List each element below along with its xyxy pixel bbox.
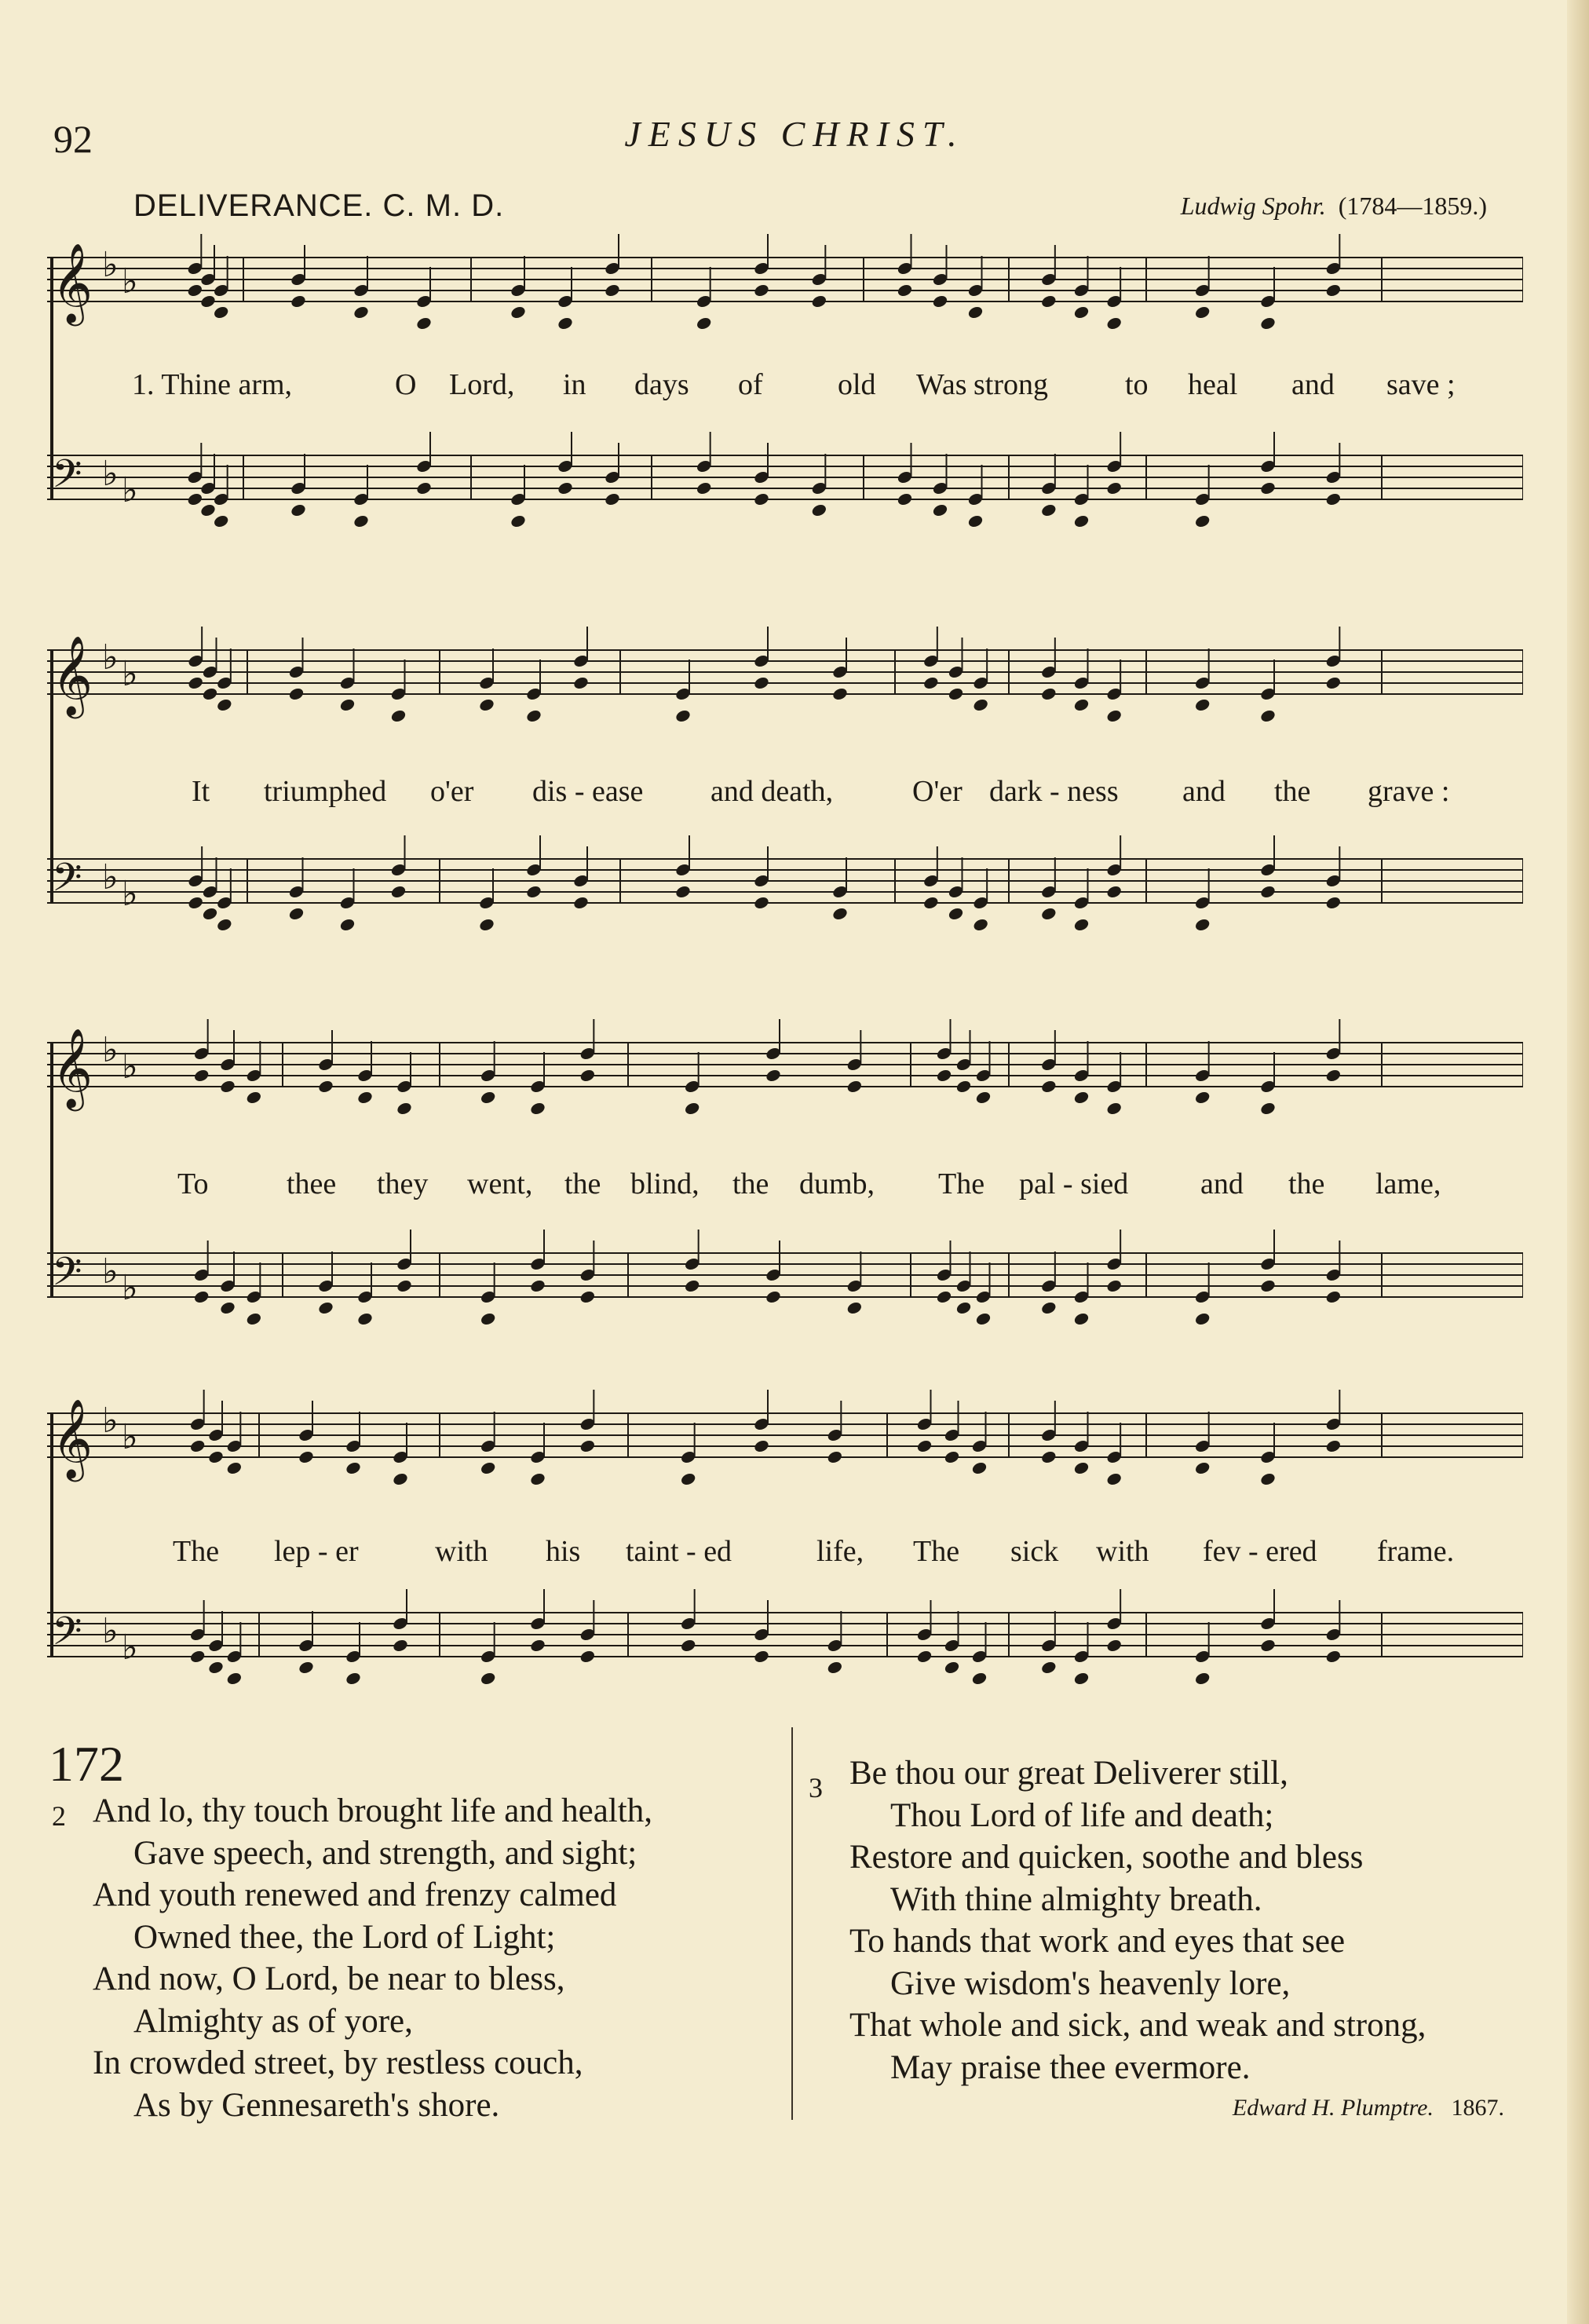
note-head <box>189 1649 206 1664</box>
note-head <box>1040 294 1058 309</box>
verse-2 <box>93 1790 652 2126</box>
note-head <box>753 895 770 910</box>
hymn-author <box>1233 2095 1504 2121</box>
composer-name: Ludwig Spohr. <box>1180 192 1326 220</box>
note-head <box>480 1311 497 1326</box>
note-head <box>415 481 433 495</box>
note-head <box>345 1460 362 1475</box>
flat-sign: ♭ <box>122 1417 138 1457</box>
running-head: JESUS CHRIST. <box>624 114 965 154</box>
note-head <box>298 1660 315 1675</box>
note-head <box>922 675 940 690</box>
note-head <box>826 1660 843 1675</box>
note-head <box>1324 1649 1342 1664</box>
note-head <box>353 513 370 528</box>
lyric-syllable: dis - ease <box>532 775 644 808</box>
note-head <box>216 917 233 932</box>
note-head <box>1259 316 1277 331</box>
treble-clef: 𝄞 <box>52 634 93 715</box>
verse-line: Thou Lord of life and death; <box>890 1796 1274 1834</box>
flat-sign: ♭ <box>102 1030 119 1070</box>
note-head <box>1073 697 1090 712</box>
note-head <box>753 1438 770 1453</box>
note-head <box>753 1649 770 1664</box>
lyric-syllable: The <box>938 1167 985 1200</box>
verse-line: To hands that work and eyes that see <box>849 1923 1346 1960</box>
note-head <box>831 686 849 701</box>
lyric-syllable: the <box>732 1167 769 1200</box>
lyric-syllable: days <box>634 368 689 401</box>
note-head <box>207 1660 225 1675</box>
lyric-syllable: the <box>1288 1167 1325 1200</box>
note-head <box>390 708 407 723</box>
page-number: 92 <box>53 117 93 161</box>
note-head <box>948 906 965 921</box>
lyric-syllable: with <box>435 1535 488 1568</box>
note-head <box>1105 884 1123 899</box>
note-head <box>1105 1101 1123 1116</box>
lyric-syllable: in <box>563 368 586 401</box>
note-head <box>604 491 621 506</box>
note-head <box>916 1438 933 1453</box>
verse-line: Restore and quicken, soothe and bless <box>849 1839 1364 1876</box>
author-name: Edward H. Plumptre. <box>1232 2095 1434 2121</box>
lyric-syllable: to <box>1125 368 1149 401</box>
note-head <box>936 1068 953 1083</box>
note-head <box>1073 1671 1090 1686</box>
note-head <box>339 697 356 712</box>
note-head <box>1324 895 1342 910</box>
lyric-syllable: lame, <box>1375 1167 1441 1200</box>
verse-line: Gave speech, and strength, and sight; <box>133 1834 637 1872</box>
note-head <box>1324 491 1342 506</box>
note-head <box>955 1300 973 1315</box>
lyric-syllable: and <box>1200 1167 1244 1200</box>
note-head <box>525 708 542 723</box>
note-head <box>922 895 940 910</box>
lyric-syllable: taint - ed <box>626 1535 732 1568</box>
music-system-3 <box>47 1018 1523 1363</box>
note-head <box>753 491 770 506</box>
note-head <box>579 1289 596 1304</box>
note-head <box>557 316 574 331</box>
flat-sign: ♭ <box>102 1611 119 1651</box>
note-head <box>916 1649 933 1664</box>
note-head <box>339 917 356 932</box>
note-head <box>219 1300 236 1315</box>
note-head <box>480 1460 497 1475</box>
note-head <box>1073 513 1090 528</box>
lyric-syllable: Lord, <box>449 368 515 401</box>
note-head <box>579 1438 596 1453</box>
note-head <box>557 481 574 495</box>
note-head <box>1259 884 1277 899</box>
author-year: 1867. <box>1451 2095 1504 2121</box>
note-head <box>972 697 989 712</box>
note-head <box>1194 1671 1211 1686</box>
lyric-syllable: old <box>838 368 876 401</box>
note-head <box>1194 917 1211 932</box>
note-head <box>288 686 305 701</box>
note-head <box>353 305 370 320</box>
verse-line: As by Gennesareth's shore. <box>133 2086 500 2124</box>
verse-line: In crowded street, by restless couch, <box>93 2044 583 2081</box>
verse-line: That whole and sick, and weak and strong, <box>849 2007 1426 2044</box>
note-head <box>288 906 305 921</box>
flat-sign: ♭ <box>102 638 119 678</box>
lyric-syllable: went, <box>467 1167 533 1200</box>
column-divider <box>791 1727 793 2120</box>
note-head <box>810 502 827 517</box>
note-head <box>1040 906 1058 921</box>
treble-clef: 𝄞 <box>52 1027 93 1108</box>
note-head <box>971 1671 988 1686</box>
bass-clef: 𝄢 <box>52 451 82 506</box>
note-head <box>1040 1449 1058 1464</box>
lyric-syllable: and death, <box>710 775 834 808</box>
lyric-syllable: save ; <box>1386 368 1456 401</box>
note-head <box>213 513 230 528</box>
lyric-syllable: they <box>377 1167 429 1200</box>
lyric-syllable: dark - ness <box>989 775 1119 808</box>
verse-line: With thine almighty breath. <box>890 1880 1262 1918</box>
note-head <box>1194 697 1211 712</box>
note-head <box>975 1090 992 1105</box>
note-head <box>1259 1638 1277 1653</box>
verse-number: 2 <box>52 1800 66 1832</box>
note-head <box>392 1638 409 1653</box>
lyric-syllable: triumphed <box>264 775 387 808</box>
note-head <box>390 884 407 899</box>
note-head <box>213 305 230 320</box>
note-head <box>480 1090 497 1105</box>
note-head <box>1324 675 1342 690</box>
note-head <box>967 513 984 528</box>
note-head <box>680 1471 697 1486</box>
note-head <box>1324 1068 1342 1083</box>
note-head <box>1194 305 1211 320</box>
flat-sign: ♭ <box>122 654 138 694</box>
lyric-line-2 <box>47 774 1523 813</box>
note-head <box>579 1649 596 1664</box>
lyric-syllable: blind, <box>630 1167 700 1200</box>
note-head <box>932 294 949 309</box>
hymn-number: 172 <box>49 1736 124 1792</box>
note-head <box>674 708 692 723</box>
note-head <box>972 917 989 932</box>
tune-heading <box>0 188 1589 236</box>
note-head <box>1073 917 1090 932</box>
note-head <box>572 895 590 910</box>
treble-clef: 𝄞 <box>52 1398 93 1478</box>
flat-sign: ♭ <box>122 874 138 914</box>
note-head <box>1194 1090 1211 1105</box>
lyric-syllable: heal <box>1188 368 1238 401</box>
note-head <box>415 316 433 331</box>
note-head <box>193 1068 210 1083</box>
note-head <box>932 502 949 517</box>
note-head <box>529 1101 546 1116</box>
note-head <box>948 686 965 701</box>
note-head <box>245 1311 262 1326</box>
flat-sign: ♭ <box>102 857 119 897</box>
note-head <box>1105 481 1123 495</box>
note-head <box>199 502 217 517</box>
verse-line: And now, O Lord, be near to bless, <box>93 1960 565 1997</box>
lyric-syllable: frame. <box>1377 1535 1455 1568</box>
note-head <box>187 895 204 910</box>
lyric-syllable: Was <box>916 368 967 401</box>
note-head <box>955 1079 973 1094</box>
lyric-syllable: strong <box>973 368 1048 401</box>
note-head <box>1259 1471 1277 1486</box>
note-head <box>529 1471 546 1486</box>
verse-number: 3 <box>809 1772 823 1803</box>
note-head <box>298 1449 315 1464</box>
note-head <box>1105 316 1123 331</box>
note-head <box>1040 502 1058 517</box>
note-head <box>1194 513 1211 528</box>
note-head <box>1105 1278 1123 1293</box>
note-head <box>193 1289 210 1304</box>
note-head <box>846 1300 863 1315</box>
note-head <box>219 1079 236 1094</box>
note-head <box>944 1449 961 1464</box>
lyric-syllable: with <box>1096 1535 1149 1568</box>
note-head <box>187 675 204 690</box>
lyric-syllable: O'er <box>912 775 963 808</box>
lyric-syllable: life, <box>816 1535 864 1568</box>
note-head <box>1073 1090 1090 1105</box>
note-head <box>478 917 495 932</box>
note-head <box>510 513 527 528</box>
bass-clef: 𝄢 <box>52 1609 82 1664</box>
verse-line: Give wisdom's heavenly lore, <box>890 1964 1291 2002</box>
note-head <box>765 1289 782 1304</box>
note-head <box>1040 686 1058 701</box>
note-head <box>810 294 827 309</box>
note-head <box>753 283 770 298</box>
note-head <box>1073 1311 1090 1326</box>
note-head <box>944 1660 961 1675</box>
flat-sign: ♭ <box>122 470 138 510</box>
flat-sign: ♭ <box>122 1628 138 1668</box>
note-head <box>1040 1079 1058 1094</box>
composer <box>1181 192 1487 221</box>
verse-line: Almighty as of yore, <box>133 2002 413 2040</box>
verse-line: And youth renewed and frenzy calmed <box>93 1876 617 1913</box>
note-head <box>290 294 307 309</box>
lyric-syllable: sick <box>1010 1535 1059 1568</box>
lyric-syllable: and <box>1291 368 1335 401</box>
note-head <box>317 1079 334 1094</box>
note-head <box>1324 1289 1342 1304</box>
note-head <box>826 1449 843 1464</box>
bass-clef: 𝄢 <box>52 1249 82 1304</box>
lyric-syllable: the <box>1274 775 1311 808</box>
verse-line: Be thou our great Deliverer still, <box>849 1755 1288 1792</box>
note-head <box>1040 1300 1058 1315</box>
note-head <box>245 1090 262 1105</box>
flat-sign: ♭ <box>122 1047 138 1087</box>
note-head <box>674 884 692 899</box>
note-head <box>529 1278 546 1293</box>
flat-sign: ♭ <box>122 261 138 301</box>
note-head <box>1194 1311 1211 1326</box>
lyric-syllable: It <box>192 775 210 808</box>
note-head <box>202 906 219 921</box>
note-head <box>1105 708 1123 723</box>
note-head <box>975 1311 992 1326</box>
note-head <box>480 1671 497 1686</box>
lyric-syllable: fev - ered <box>1203 1535 1317 1568</box>
lyric-syllable: lep - er <box>274 1535 359 1568</box>
page-header <box>0 110 1589 173</box>
note-head <box>684 1101 701 1116</box>
note-head <box>396 1278 413 1293</box>
note-head <box>579 1068 596 1083</box>
composer-dates: (1784—1859.) <box>1338 192 1487 220</box>
note-head <box>831 906 849 921</box>
lyric-syllable: of <box>738 368 763 401</box>
flat-sign: ♭ <box>102 1401 119 1441</box>
note-head <box>189 1438 206 1453</box>
note-head <box>207 1449 225 1464</box>
note-head <box>684 1278 701 1293</box>
verse-line: May praise thee evermore. <box>890 2048 1251 2086</box>
lyric-syllable: his <box>546 1535 581 1568</box>
note-head <box>897 491 914 506</box>
flat-sign: ♭ <box>102 1252 119 1292</box>
lyric-line-4 <box>47 1534 1523 1573</box>
verse-line: And lo, thy touch brought life and health, <box>93 1792 652 1829</box>
note-head <box>225 1671 243 1686</box>
note-head <box>525 884 542 899</box>
lyric-syllable: and <box>1182 775 1226 808</box>
lyric-syllable: The <box>913 1535 960 1568</box>
note-head <box>696 316 713 331</box>
note-head <box>216 697 233 712</box>
note-head <box>1073 1460 1090 1475</box>
verse-line: Owned thee, the Lord of Light; <box>133 1918 556 1956</box>
note-head <box>186 283 203 298</box>
lyric-syllable: To <box>177 1167 209 1200</box>
note-head <box>225 1460 243 1475</box>
note-head <box>897 283 914 298</box>
note-head <box>1194 1460 1211 1475</box>
note-head <box>478 697 495 712</box>
flat-sign: ♭ <box>102 454 119 494</box>
lyric-syllable: o'er <box>430 775 474 808</box>
tune-name: DELIVERANCE. C. M. D. <box>133 188 505 223</box>
music-system-4 <box>47 1388 1523 1718</box>
lyric-syllable: 1. Thine arm, <box>132 368 293 401</box>
flat-sign: ♭ <box>122 1268 138 1308</box>
note-head <box>199 294 217 309</box>
note-head <box>1105 1471 1123 1486</box>
note-head <box>290 502 307 517</box>
verse-3 <box>849 1752 1426 2088</box>
note-head <box>529 1638 546 1653</box>
note-head <box>345 1671 362 1686</box>
bass-clef: 𝄢 <box>52 855 82 910</box>
note-head <box>1259 1278 1277 1293</box>
lyric-syllable: The <box>173 1535 220 1568</box>
note-head <box>604 283 621 298</box>
note-head <box>572 675 590 690</box>
note-head <box>971 1460 988 1475</box>
note-head <box>510 305 527 320</box>
note-head <box>396 1101 413 1116</box>
lyric-syllable: thee <box>287 1167 337 1200</box>
lyric-syllable: O <box>395 368 417 401</box>
note-head <box>1040 1660 1058 1675</box>
lyric-syllable: pal - sied <box>1019 1167 1129 1200</box>
note-head <box>202 686 219 701</box>
music-system-1 <box>47 232 1523 578</box>
note-head <box>753 675 770 690</box>
note-head <box>765 1068 782 1083</box>
note-head <box>1259 708 1277 723</box>
note-head <box>317 1300 334 1315</box>
note-head <box>392 1471 409 1486</box>
note-head <box>936 1289 953 1304</box>
lyric-line-3 <box>47 1167 1523 1206</box>
page-edge-shadow <box>1567 0 1589 2324</box>
note-head <box>846 1079 863 1094</box>
note-head <box>186 491 203 506</box>
note-head <box>1324 1438 1342 1453</box>
note-head <box>1259 1101 1277 1116</box>
note-head <box>1324 283 1342 298</box>
note-head <box>696 481 713 495</box>
note-head <box>1105 1638 1123 1653</box>
lyric-syllable: the <box>564 1167 601 1200</box>
note-head <box>1073 305 1090 320</box>
treble-clef: 𝄞 <box>52 242 93 323</box>
lyric-syllable: dumb, <box>799 1167 875 1200</box>
note-head <box>967 305 984 320</box>
lyric-syllable: grave : <box>1368 775 1450 808</box>
music-system-2 <box>47 625 1523 970</box>
flat-sign: ♭ <box>102 245 119 285</box>
lyric-line-1 <box>47 367 1523 407</box>
note-head <box>356 1090 374 1105</box>
note-head <box>1259 481 1277 495</box>
note-head <box>680 1638 697 1653</box>
note-head <box>356 1311 374 1326</box>
